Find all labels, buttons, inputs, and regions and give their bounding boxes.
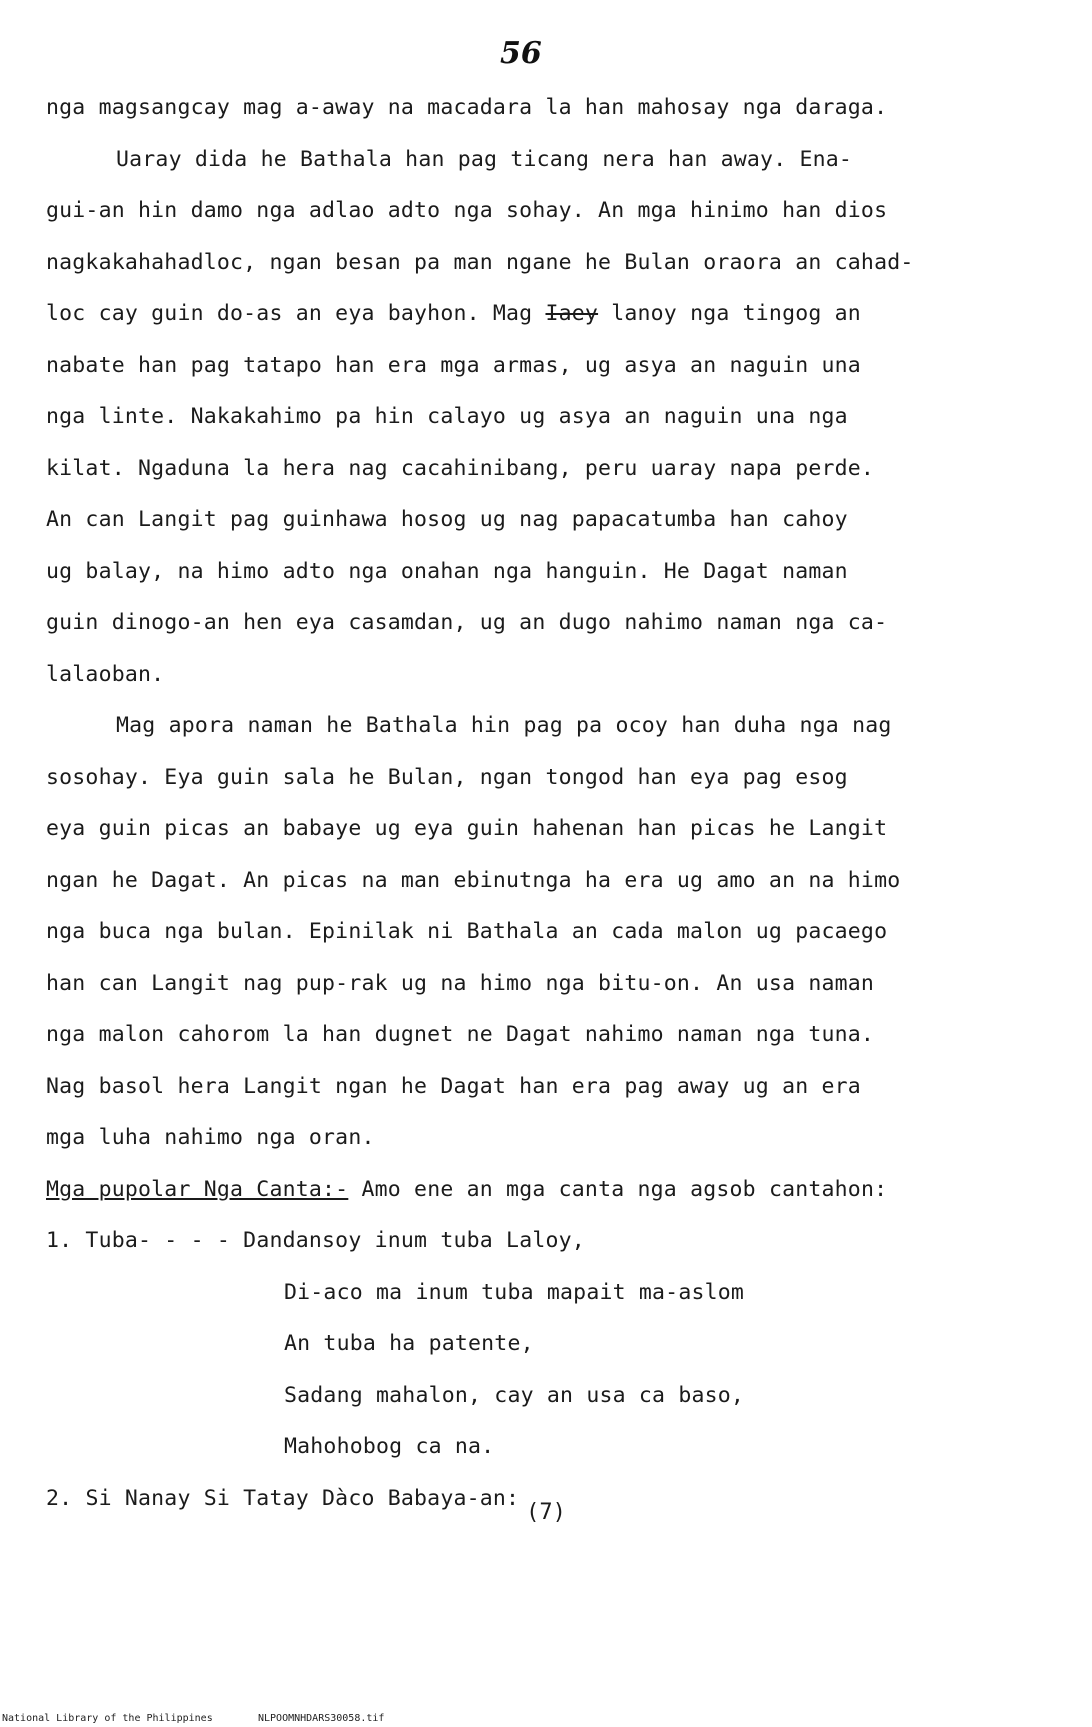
body-line: ug balay, na himo adto nga onahan nga hanguin. He Dagat naman bbox=[46, 558, 848, 584]
song-line: Sadang mahalon, cay an usa ca baso, bbox=[284, 1382, 745, 1408]
body-line: Nag basol hera Langit ngan he Dagat han era pag away ug an era bbox=[46, 1073, 861, 1099]
body-line: An can Langit pag guinhawa hosog ug nag papacatumba han cahoy bbox=[46, 507, 848, 532]
body-line: gui-an hin damo nga adlao adto nga sohay. An mga hinimo han dios bbox=[46, 198, 888, 223]
body-line: guin dinogo-an hen eya casamdan, ug an dugo nahimo naman nga ca- bbox=[46, 610, 888, 635]
body-line: Mag apora naman he Bathala hin pag pa ocoy han duha nga nag bbox=[116, 713, 892, 738]
scan-footer bbox=[0, 1713, 1092, 1727]
body-line: nabate han pag tatapo han era mga armas, ug asya an naguin una bbox=[46, 352, 861, 378]
body-line: kilat. Ngaduna la hera nag cacahinibang, peru uaray napa perde. bbox=[46, 455, 875, 481]
body-line: mga luha nahimo nga oran. bbox=[46, 1125, 375, 1150]
song-line: An tuba ha patente, bbox=[284, 1331, 534, 1356]
songs-heading: Mga pupolar Nga Canta:- bbox=[46, 1176, 349, 1202]
body-line: eya guin picas an babaye ug eya guin hahenan han picas he Langit bbox=[46, 816, 888, 841]
song-line: Mahohobog ca na. bbox=[284, 1434, 495, 1459]
body-line-fragment: lanoy nga tingog an bbox=[598, 301, 861, 326]
footer-filename: NLPOOMNHDARS30058.tif bbox=[258, 1713, 385, 1724]
body-line-fragment: loc cay guin do-as an eya bayhon. Mag bbox=[46, 301, 546, 326]
typed-page-number: (7) bbox=[526, 1500, 566, 1525]
song-marker: 2. bbox=[46, 1485, 86, 1511]
typed-body bbox=[46, 82, 1056, 1524]
body-line: han can Langit nag pup-rak ug na himo nga bitu-on. An usa naman bbox=[46, 970, 875, 996]
song-item-1 bbox=[46, 1215, 1056, 1267]
songs-intro: Amo ene an mga canta nga agsob cantahon: bbox=[348, 1176, 888, 1202]
song-title: Si Nanay Si Tatay Dàco Babaya-an: bbox=[85, 1485, 520, 1511]
songs-heading-line bbox=[46, 1164, 1056, 1216]
body-line: nga buca nga bulan. Epinilak ni Bathala an cada malon ug pacaego bbox=[46, 919, 888, 944]
body-line: lalaoban. bbox=[46, 661, 165, 687]
body-line-with-strikeout bbox=[46, 288, 1056, 340]
song-line: Dandansoy inum tuba Laloy, bbox=[243, 1228, 585, 1253]
body-line: sosohay. Eya guin sala he Bulan, ngan tongod han eya pag esog bbox=[46, 764, 848, 790]
body-line: nga magsangcay mag a-away na macadara la han mahosay nga daraga. bbox=[46, 95, 888, 120]
body-line: nga linte. Nakakahimo pa hin calayo ug asya an naguin una nga bbox=[46, 404, 848, 429]
footer-institution: National Library of the Philippines bbox=[2, 1713, 213, 1724]
song-line: Di-aco ma inum tuba mapait ma-aslom bbox=[284, 1279, 745, 1305]
body-line: nagkakahahadloc, ngan besan pa man ngane he Bulan oraora an cahad- bbox=[46, 249, 914, 275]
handwritten-page-number: 56 bbox=[500, 36, 542, 71]
body-line: ngan he Dagat. An picas na man ebinutnga ha era ug amo an na himo bbox=[46, 867, 901, 893]
struck-word: Iaey bbox=[545, 301, 599, 326]
body-line: nga malon cahorom la han dugnet ne Dagat nahimo naman nga tuna. bbox=[46, 1022, 875, 1047]
body-line: Uaray dida he Bathala han pag ticang nera han away. Ena- bbox=[116, 146, 853, 172]
song-marker: 1. Tuba- - - - bbox=[46, 1228, 244, 1253]
